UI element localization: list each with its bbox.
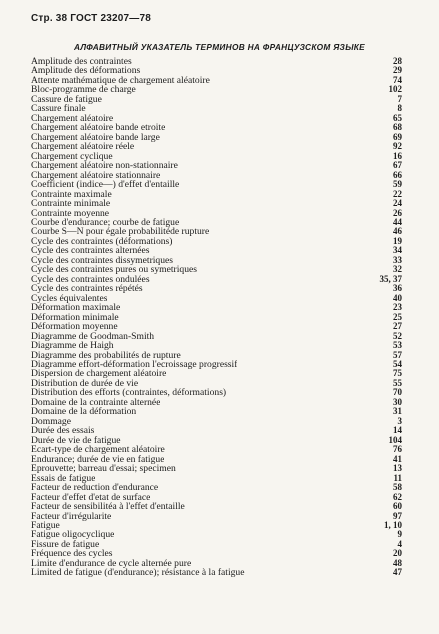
index-page-number: 102 (388, 84, 402, 95)
index-entry (31, 256, 402, 265)
index-term: Déformation minimale (31, 312, 119, 323)
index-page-number: 44 (393, 216, 402, 227)
index-entry (31, 133, 402, 142)
index-entry (31, 104, 402, 113)
index-term: Facteur d'effet d'etat de surface (31, 492, 151, 503)
index-term: Déformation moyenne (31, 322, 118, 332)
index-term: Cycle des contraintes répétés (31, 284, 143, 294)
index-entry (31, 190, 402, 199)
index-page-number: 4 (397, 538, 402, 549)
index-page-number: 35, 37 (379, 273, 402, 284)
index-term: Facteur de reduction d'endurance (31, 483, 159, 493)
index-term: Amplitude des contraintes (31, 57, 132, 67)
index-page-number: 66 (393, 169, 402, 180)
index-entry (31, 227, 402, 236)
index-entry (31, 218, 402, 227)
index-page-number: 55 (393, 377, 402, 388)
index-page-number: 13 (393, 463, 402, 474)
index-entry (31, 369, 402, 378)
index-term: Cycle des contraintes alternées (31, 246, 150, 256)
index-term: Ecart-type de chargement aléatoire (31, 445, 165, 455)
index-term: Chargement cyclique (31, 151, 113, 162)
index-page-number: 54 (393, 359, 402, 369)
index-term: Domaine de la contrainte alternée (31, 397, 161, 408)
index-term: Diagramme de Haigh (31, 341, 114, 351)
index-entry (31, 57, 402, 66)
index-entry (31, 474, 402, 483)
index-term: Dispersion de chargement aléatoire (31, 369, 167, 379)
index-page-number: 53 (393, 340, 402, 351)
index-term: Amplitude des déformations (31, 66, 141, 76)
index-entry (31, 209, 402, 218)
index-term: Chargement aléatoire non-stationnaire (31, 161, 178, 171)
index-entry (31, 85, 402, 94)
index-page-number: 16 (393, 150, 402, 161)
index-entry (31, 388, 402, 397)
index-entry (31, 502, 402, 511)
index-entry (31, 161, 402, 170)
index-page-number: 41 (393, 453, 402, 464)
index-term: Courbe d'endurance; courbe de fatigue (31, 217, 180, 228)
index-page-number: 23 (393, 302, 402, 313)
index-page-number: 92 (393, 141, 402, 152)
index-term: Cycle des contraintes dissymetriques (31, 255, 174, 266)
index-page-number: 24 (393, 198, 402, 209)
index-page-number: 22 (393, 188, 402, 199)
index-page-number: 36 (393, 283, 402, 294)
index-term: Distribution des efforts (contraintes, déformations) (31, 388, 227, 398)
index-entry (31, 95, 402, 104)
index-page-number: 33 (393, 254, 402, 265)
index-page-number: 48 (393, 557, 402, 568)
index-entry (31, 237, 402, 246)
index-page-number: 46 (393, 226, 402, 237)
index-page-number: 29 (393, 65, 402, 76)
index-page-number: 60 (393, 501, 402, 512)
index-term: Courbe S—N pour égale probabilitéde rupture (31, 227, 210, 237)
index-entry (31, 284, 402, 293)
index-entry (31, 313, 402, 322)
index-entry (31, 303, 402, 312)
index-page-number: 34 (393, 245, 402, 256)
index-term: Dommage (31, 416, 71, 427)
index-term: Cycles équivalentes (31, 293, 108, 304)
index-page-number: 104 (388, 434, 402, 445)
index-entry (31, 455, 402, 464)
index-entry (31, 332, 402, 341)
index-page-number: 69 (393, 131, 402, 142)
index-term: Contrainte maximale (31, 189, 112, 200)
index-term: Diagramme effort-déformation l'ecroissage progressif (31, 360, 238, 370)
index-page-number: 70 (393, 387, 402, 398)
index-page-number: 97 (393, 510, 402, 521)
index-entry (31, 123, 402, 132)
index-term: Fatigue (31, 520, 60, 531)
index-page-number: 74 (393, 74, 402, 85)
index-list (31, 57, 402, 578)
index-page-number: 1, 10 (384, 519, 402, 530)
index-entry (31, 114, 402, 123)
index-entry (31, 360, 402, 369)
index-entry (31, 171, 402, 180)
index-entry (31, 341, 402, 350)
index-page-number: 65 (393, 112, 402, 123)
index-term: Fatigue oligocyclique (31, 530, 115, 540)
index-term: Domaine de la déformation (31, 407, 137, 417)
index-entry (31, 521, 402, 530)
index-page-number: 3 (397, 415, 402, 426)
index-entry (31, 265, 402, 274)
index-entry (31, 398, 402, 407)
index-entry (31, 142, 402, 151)
index-term: Durée des essais (31, 426, 95, 436)
index-term: Déformation maximale (31, 303, 121, 313)
index-term: Diagramme des probabilités de rupture (31, 350, 181, 360)
index-term: Contrainte minimale (31, 199, 111, 209)
index-entry (31, 66, 402, 75)
index-entry (31, 180, 402, 189)
index-term: Fréquence des cycles (31, 549, 113, 559)
index-term: Bloc-programme de charge (31, 85, 136, 95)
index-page-number: 11 (393, 472, 402, 483)
index-term: Cassure de fatigue (31, 94, 102, 105)
index-page-number: 25 (393, 311, 402, 322)
index-entry (31, 407, 402, 416)
index-entry (31, 246, 402, 255)
index-term: Limite d'endurance de cycle alternée pure (31, 558, 192, 569)
index-term: Diagramme de Goodman-Smith (31, 331, 155, 342)
index-entry (31, 559, 402, 568)
index-entry (31, 322, 402, 331)
index-entry (31, 379, 402, 388)
index-entry (31, 275, 402, 284)
index-page-number: 59 (393, 179, 402, 190)
index-term: Fissure de fatigue (31, 539, 100, 550)
index-entry (31, 483, 402, 492)
index-term: Chargement aléatoire stationnaire (31, 170, 161, 181)
index-entry (31, 512, 402, 521)
index-term: Coefficient (indice—) d'effet d'entaille (31, 180, 180, 190)
index-entry (31, 152, 402, 161)
index-entry (31, 540, 402, 549)
index-page-number: 68 (393, 122, 402, 133)
index-page-number: 9 (397, 529, 402, 540)
index-page-number: 52 (393, 330, 402, 341)
index-entry (31, 417, 402, 426)
index-entry (31, 568, 402, 577)
page-header: Стр. 38 ГОСТ 23207—78 (31, 13, 151, 24)
index-entry (31, 445, 402, 454)
index-page-number: 67 (393, 160, 402, 171)
index-page-number: 14 (393, 425, 402, 436)
index-page-number: 27 (393, 321, 402, 332)
index-term: Attente mathématique de chargement aléatoire (31, 75, 210, 86)
index-page-number: 7 (397, 93, 402, 104)
index-term: Chargement aléatoire bande large (31, 132, 160, 143)
index-page-number: 30 (393, 396, 402, 407)
index-page-number: 57 (393, 349, 402, 360)
index-term: Durée de vie de fatigue (31, 435, 121, 446)
index-page-number: 20 (393, 548, 402, 559)
index-page-number: 8 (397, 103, 402, 114)
index-page-number: 58 (393, 482, 402, 493)
index-term: Facteur d'irrégularite (31, 511, 112, 521)
index-page-number: 62 (393, 491, 402, 502)
index-term: Cassure finale (31, 104, 86, 114)
index-entry (31, 464, 402, 473)
index-page-number: 19 (393, 235, 402, 246)
index-term: Contrainte moyenne (31, 208, 110, 218)
index-term: Éprouvette; barreau d'essai; specimen (31, 464, 176, 474)
index-page-number: 47 (393, 567, 402, 578)
index-entry (31, 530, 402, 539)
index-page-number: 28 (393, 56, 402, 66)
index-page-number: 40 (393, 292, 402, 303)
index-term: Chargement aléatoire (31, 113, 114, 124)
index-term: Cycle des contraintes ondulées (31, 274, 150, 285)
index-entry (31, 493, 402, 502)
index-term: Cycle des contraintes pures ou symetriques (31, 265, 197, 275)
index-page-number: 31 (393, 406, 402, 417)
index-entry (31, 436, 402, 445)
index-term: Essais de fatigue (31, 473, 96, 484)
index-term: Chargement aléatoire bande etroite (31, 123, 166, 133)
index-term: Endurance; durée de vie en fatigue (31, 454, 165, 465)
index-page-number: 26 (393, 207, 402, 218)
index-entry (31, 294, 402, 303)
index-entry (31, 199, 402, 208)
index-title: АЛФАВИТНЫЙ УКАЗАТЕЛЬ ТЕРМИНОВ НА ФРАНЦУЗСКОМ ЯЗЫКЕ (73, 42, 366, 52)
index-term: Distribution de durée de vie (31, 378, 139, 389)
index-term: Facteur de sensibilitéa à l'effet d'entaille (31, 502, 185, 512)
index-page-number: 76 (393, 444, 402, 455)
index-term: Chargement aléatoire réele (31, 142, 135, 152)
index-entry (31, 76, 402, 85)
index-entry (31, 549, 402, 558)
index-page-number: 75 (393, 368, 402, 379)
index-term: Cycle des contraintes (déformations) (31, 236, 173, 247)
index-term: Limited de fatigue (d'endurance); résistance à la fatigue (31, 568, 245, 578)
index-page-number: 32 (393, 264, 402, 275)
index-entry (31, 426, 402, 435)
index-entry (31, 351, 402, 360)
